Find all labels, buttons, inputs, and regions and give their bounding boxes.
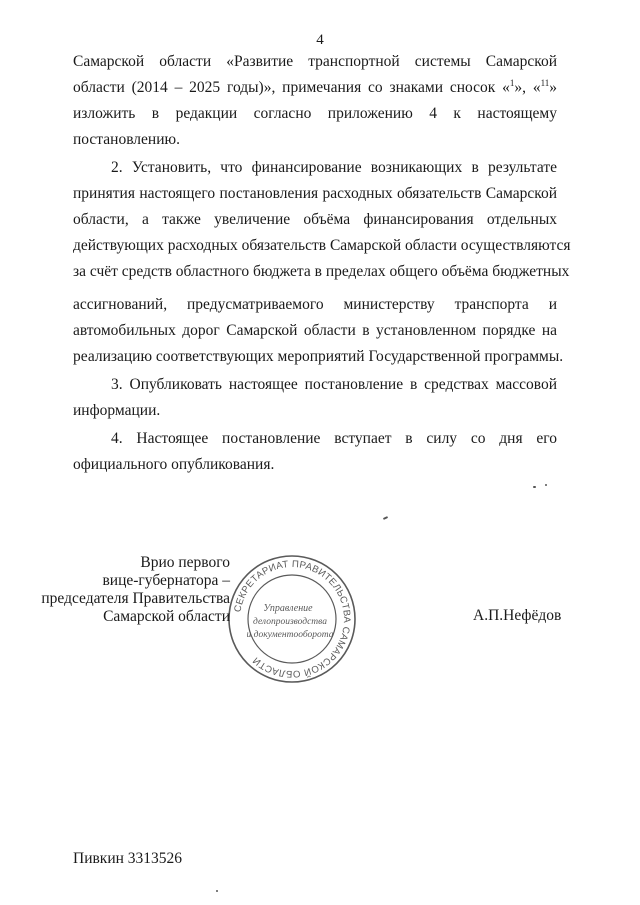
paragraph-1-line-3: изложить в редакции согласно приложению 4 к настоящему <box>73 105 557 122</box>
ink-speck <box>383 516 388 520</box>
stamp-center-line-2: делопроизводства <box>253 617 327 627</box>
text-fragment: «Развитие транспортной системы Самарской <box>226 53 557 70</box>
ink-speck <box>533 486 536 488</box>
signatory-title-line: вице-губернатора – <box>102 572 230 589</box>
paragraph-1-line-1 <box>73 53 557 71</box>
text-fragment: области (2014 – 2025 годы)», примечания со знаками сносок « <box>73 79 510 96</box>
paragraph-2-line: принятия настоящего постановления расходных обязательств Самарской <box>73 185 557 202</box>
stamp-center-line-1: Управление <box>263 603 313 614</box>
executor-note: Пивкин 3313526 <box>73 850 183 867</box>
paragraph-1-line-4: постановлению. <box>73 131 180 148</box>
ink-speck <box>216 890 218 892</box>
paragraph-2-line: 2. Установить, что финансирование возникающих в результате <box>111 159 557 176</box>
paragraph-2-line: за счёт средств областного бюджета в пределах общего объёма бюджетных <box>73 263 570 280</box>
stamp-center-line-3: и документооборота <box>246 630 334 640</box>
ink-speck <box>545 484 547 486</box>
signatory-title-line: Самарской области <box>103 608 230 625</box>
stamp-graphic <box>226 553 358 685</box>
official-stamp <box>226 553 358 685</box>
paragraph-2-line: области, а также увеличение объёма финансирования отдельных <box>73 211 557 228</box>
paragraph-3-line: информации. <box>73 402 161 419</box>
text-fragment: Самарской <box>73 53 145 70</box>
text-fragment: области <box>159 53 212 70</box>
paragraph-4-line: официального опубликования. <box>73 456 275 473</box>
page-number: 4 <box>316 32 324 48</box>
paragraph-2-line: автомобильных дорог Самарской области в установленном порядке на <box>73 322 557 339</box>
text-fragment: », « <box>514 79 541 96</box>
footnote-mark: 1 <box>509 77 515 88</box>
paragraph-3-line: 3. Опубликовать настоящее постановление в средствах массовой <box>111 376 557 393</box>
footnote-mark: 11 <box>540 77 550 88</box>
paragraph-2-line: действующих расходных обязательств Самарской области осуществляются <box>73 237 571 254</box>
signatory-title-line: Врио первого <box>140 554 230 571</box>
stamp-ring-text: СЕКРЕТАРИАТ ПРАВИТЕЛЬСТВА САМАРСКОЙ ОБЛАСТИ <box>232 558 353 680</box>
signatory-title-line: председателя Правительства <box>41 590 230 607</box>
text-fragment: » <box>549 79 558 96</box>
paragraph-2-line: реализацию соответствующих мероприятий Государственной программы. <box>73 348 564 365</box>
paragraph-4-line: 4. Настоящее постановление вступает в силу со дня его <box>111 430 557 447</box>
paragraph-1-line-2 <box>73 79 557 97</box>
paragraph-2-line: ассигнований, предусматриваемого министерству транспорта и <box>73 296 557 313</box>
signatory-name: А.П.Нефёдов <box>473 607 562 624</box>
